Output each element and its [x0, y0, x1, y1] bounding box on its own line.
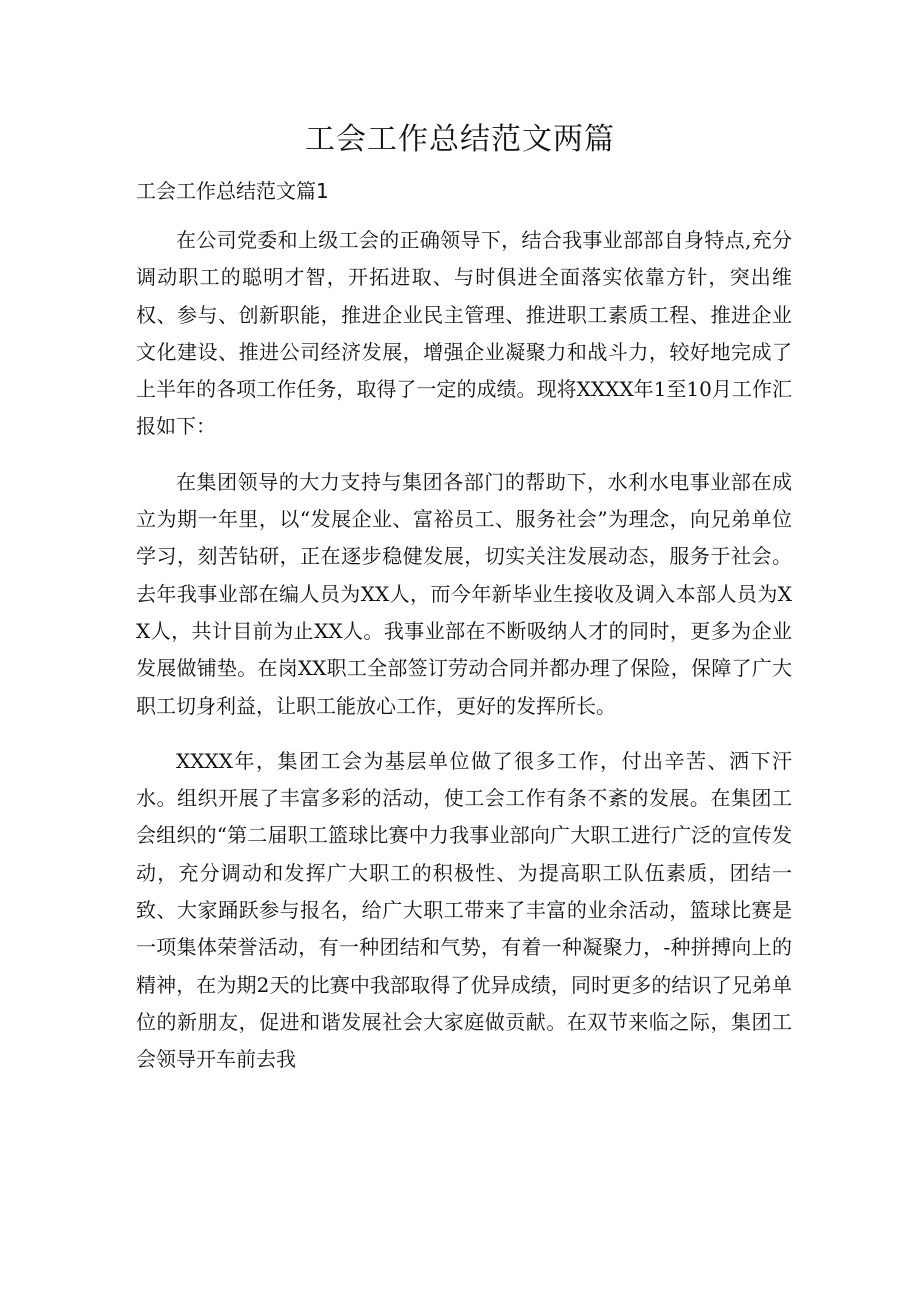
section-heading: 工会工作总结范文篇1 — [136, 179, 329, 203]
document-body — [136, 222, 792, 1097]
document-title: 工会工作总结范文两篇 — [305, 122, 615, 157]
paragraph-activities: XXXX年，集团工会为基层单位做了很多工作，付出辛苦、洒下汗水。组织开展了丰富多彩的活动，使工会工作有条不紊的发展。在集团工会组织的“第二届职工篮球比赛中力我事业部向广大职工进行广泛的宣传发动，充分调动和发挥广大职工的积极性、为提高职工队伍素质，团结一致、大家踊跃参与报名，给广大职工带来了丰富的业余活动，篮球比赛是一项集体荣誉活动，有一种团结和气势，有着一种凝聚力，-种拼搏向上的精神，在为期2天的比赛中我部取得了优异成绩，同时更多的结识了兄弟单位的新朋友，促进和谐发展社会大家庭做贡献。在双节来临之际，集团工会领导开车前去我 — [136, 748, 792, 1072]
paragraph-staffing: 在集团领导的大力支持与集团各部门的帮助下，水利水电事业部在成立为期一年里，以“发展企业、富裕员工、服务社会”为理念，向兄弟单位学习，刻苦钻研，正在逐步稳健发展，切实关注发展动态，服务于社会。去年我事业部在编人员为XX人，而今年新毕业生接收及调入本部人员为XX人，共计目前为止XX人。我事业部在不断吸纳人才的同时，更多为企业发展做铺垫。在岗XX职工全部签订劳动合同并都办理了保险，保障了广大职工切身利益，让职工能放心工作，更好的发挥所长。 — [136, 469, 792, 718]
paragraph-intro: 在公司党委和上级工会的正确领导下，结合我事业部部自身特点,充分调动职工的聪明才智，开拓进取、与时俱进全面落实依靠方针，突出维权、参与、创新职能，推进企业民主管理、推进职工素质工程、推进企业文化建设、推进公司经济发展，增强企业凝聚力和战斗力，较好地完成了上半年的各项工作任务，取得了一定的成绩。现将XXXX年1至10月工作汇报如下： — [136, 228, 792, 439]
